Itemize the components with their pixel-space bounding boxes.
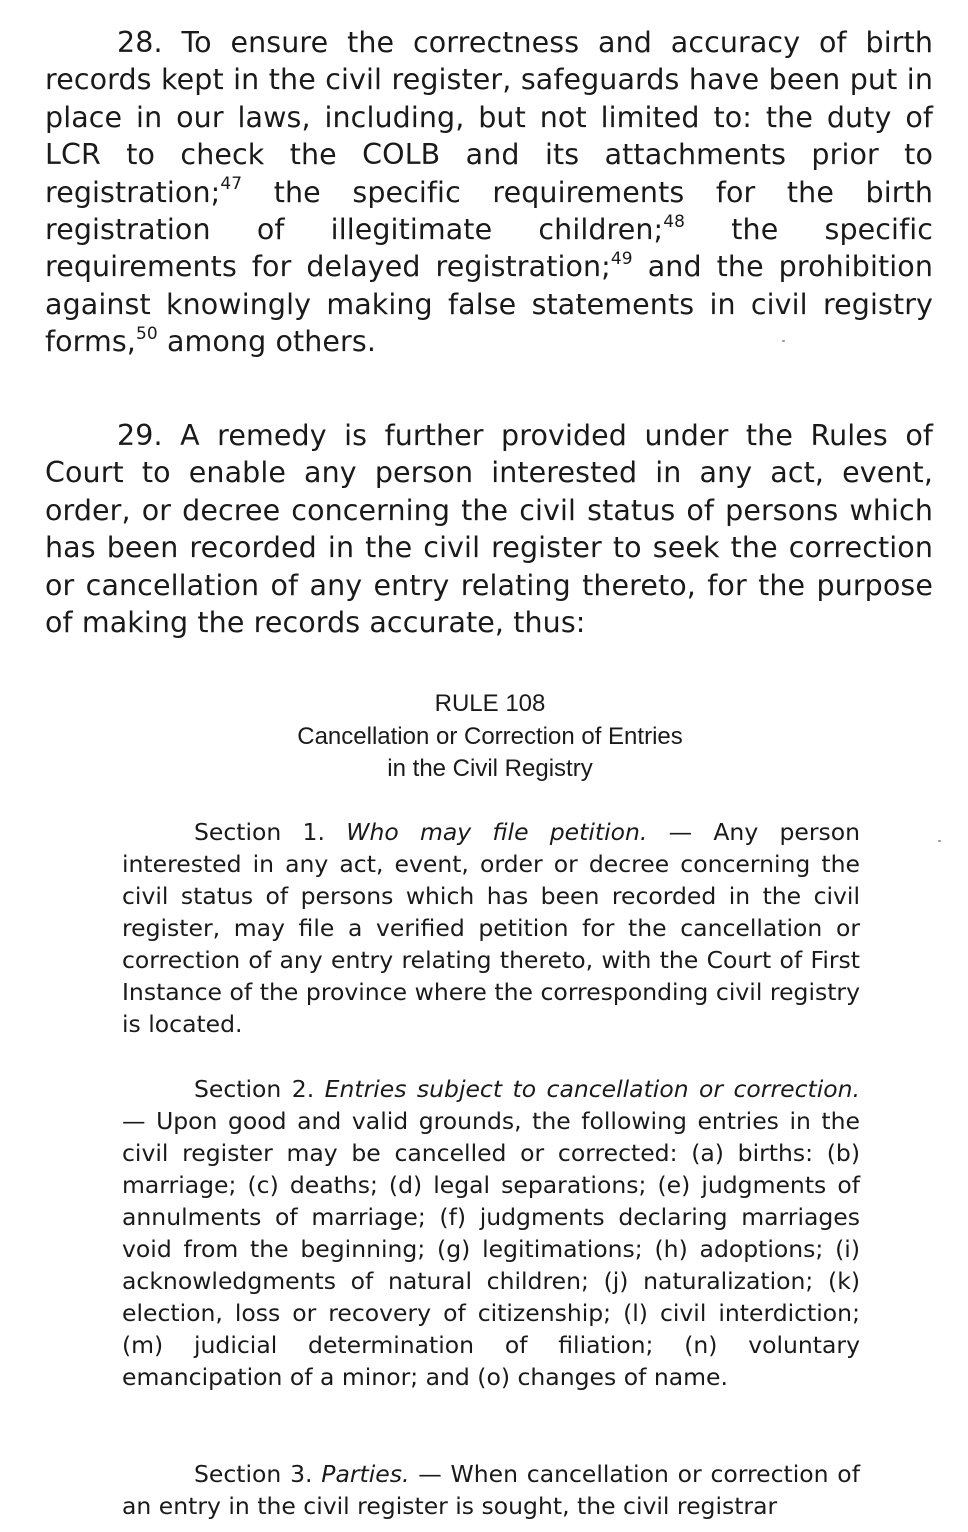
section-1-label: Section 1.	[194, 818, 325, 846]
paragraph-28-text-part-2: the specific requirements for the birth registration of illegitimate children;	[45, 175, 933, 247]
section-3	[122, 1458, 860, 1522]
paragraph-28-text-part-3: the specific requirements for delayed registration;	[45, 213, 934, 284]
section-2-dash: —	[122, 1107, 157, 1135]
footnote-ref-48: 48	[663, 211, 686, 232]
section-3-text: When cancellation or correction of an entry in the civil register is sought, the civil registrar	[122, 1460, 860, 1520]
footnote-ref-50: 50	[135, 323, 158, 344]
section-3-label: Section 3.	[194, 1460, 313, 1488]
section-2-text: Upon good and valid grounds, the following entries in the civil register may be cancelled or corrected: (a) births: (b) marriage; (c) deaths; (d) legal separations; (e) judgments of annulments of marriage; (f) judgments declaring marriages void from the beginning; (g) legitimations; (h) adoptions; (i) acknowledgments of natural children; (j) naturalization; (k) election, loss or recovery of citizenship; (l) civil interdiction; (m) judicial determination of filiation; (n) voluntary emancipation of a minor; and (o) changes of name.	[122, 1107, 860, 1391]
paragraph-28-number: 28.	[117, 26, 163, 59]
section-1	[122, 816, 860, 1040]
section-1-dash: —	[647, 818, 714, 846]
rule-number: RULE 108	[434, 690, 546, 717]
section-1-heading: Who may file petition.	[346, 818, 648, 846]
footnote-ref-49: 49	[610, 248, 633, 269]
scan-speck	[938, 840, 941, 842]
paragraph-28-text-part-5: among others.	[157, 325, 376, 359]
section-2-label: Section 2.	[194, 1075, 315, 1103]
rule-heading	[120, 688, 860, 786]
paragraph-28-text-part-1: To ensure the correctness and accuracy of birth records kept in the civil register, safeguards have been put in place in our laws, including, but not limited to: the duty of LCR to check the COLB and its attachments prior to registration;	[45, 26, 933, 209]
section-3-heading: Parties.	[321, 1460, 410, 1488]
paragraph-28-text-part-4: and the prohibition against knowingly making false statements in civil registry forms,	[45, 250, 933, 359]
section-1-text: Any person interested in any act, event, order or decree concerning the civil status of persons which has been recorded in the civil register, may file a verified petition for the cancellation or correction of any entry relating thereto, with the Court of First Instance of the province where the corresponding civil registry is located.	[122, 818, 861, 1038]
paragraph-29-number: 29.	[117, 419, 163, 452]
scan-speck	[782, 340, 785, 342]
paragraph-29-text: A remedy is further provided under the Rules of Court to enable any person interested in any act, event, order, or decree concerning the civil status of persons which has been recorded in the civil register to seek the correction or cancellation of any entry relating thereto, for the purpose of making the records accurate, thus:	[45, 419, 933, 640]
rule-title-line-1: Cancellation or Correction of Entries	[297, 722, 683, 750]
section-2-heading: Entries subject to cancellation or correction.	[324, 1075, 860, 1103]
paragraph-28	[45, 24, 933, 361]
section-3-dash: —	[409, 1460, 451, 1488]
paragraph-29	[45, 417, 933, 641]
section-2	[122, 1073, 860, 1393]
rule-title-line-2: in the Civil Registry	[387, 755, 593, 782]
footnote-ref-47: 47	[220, 174, 243, 195]
